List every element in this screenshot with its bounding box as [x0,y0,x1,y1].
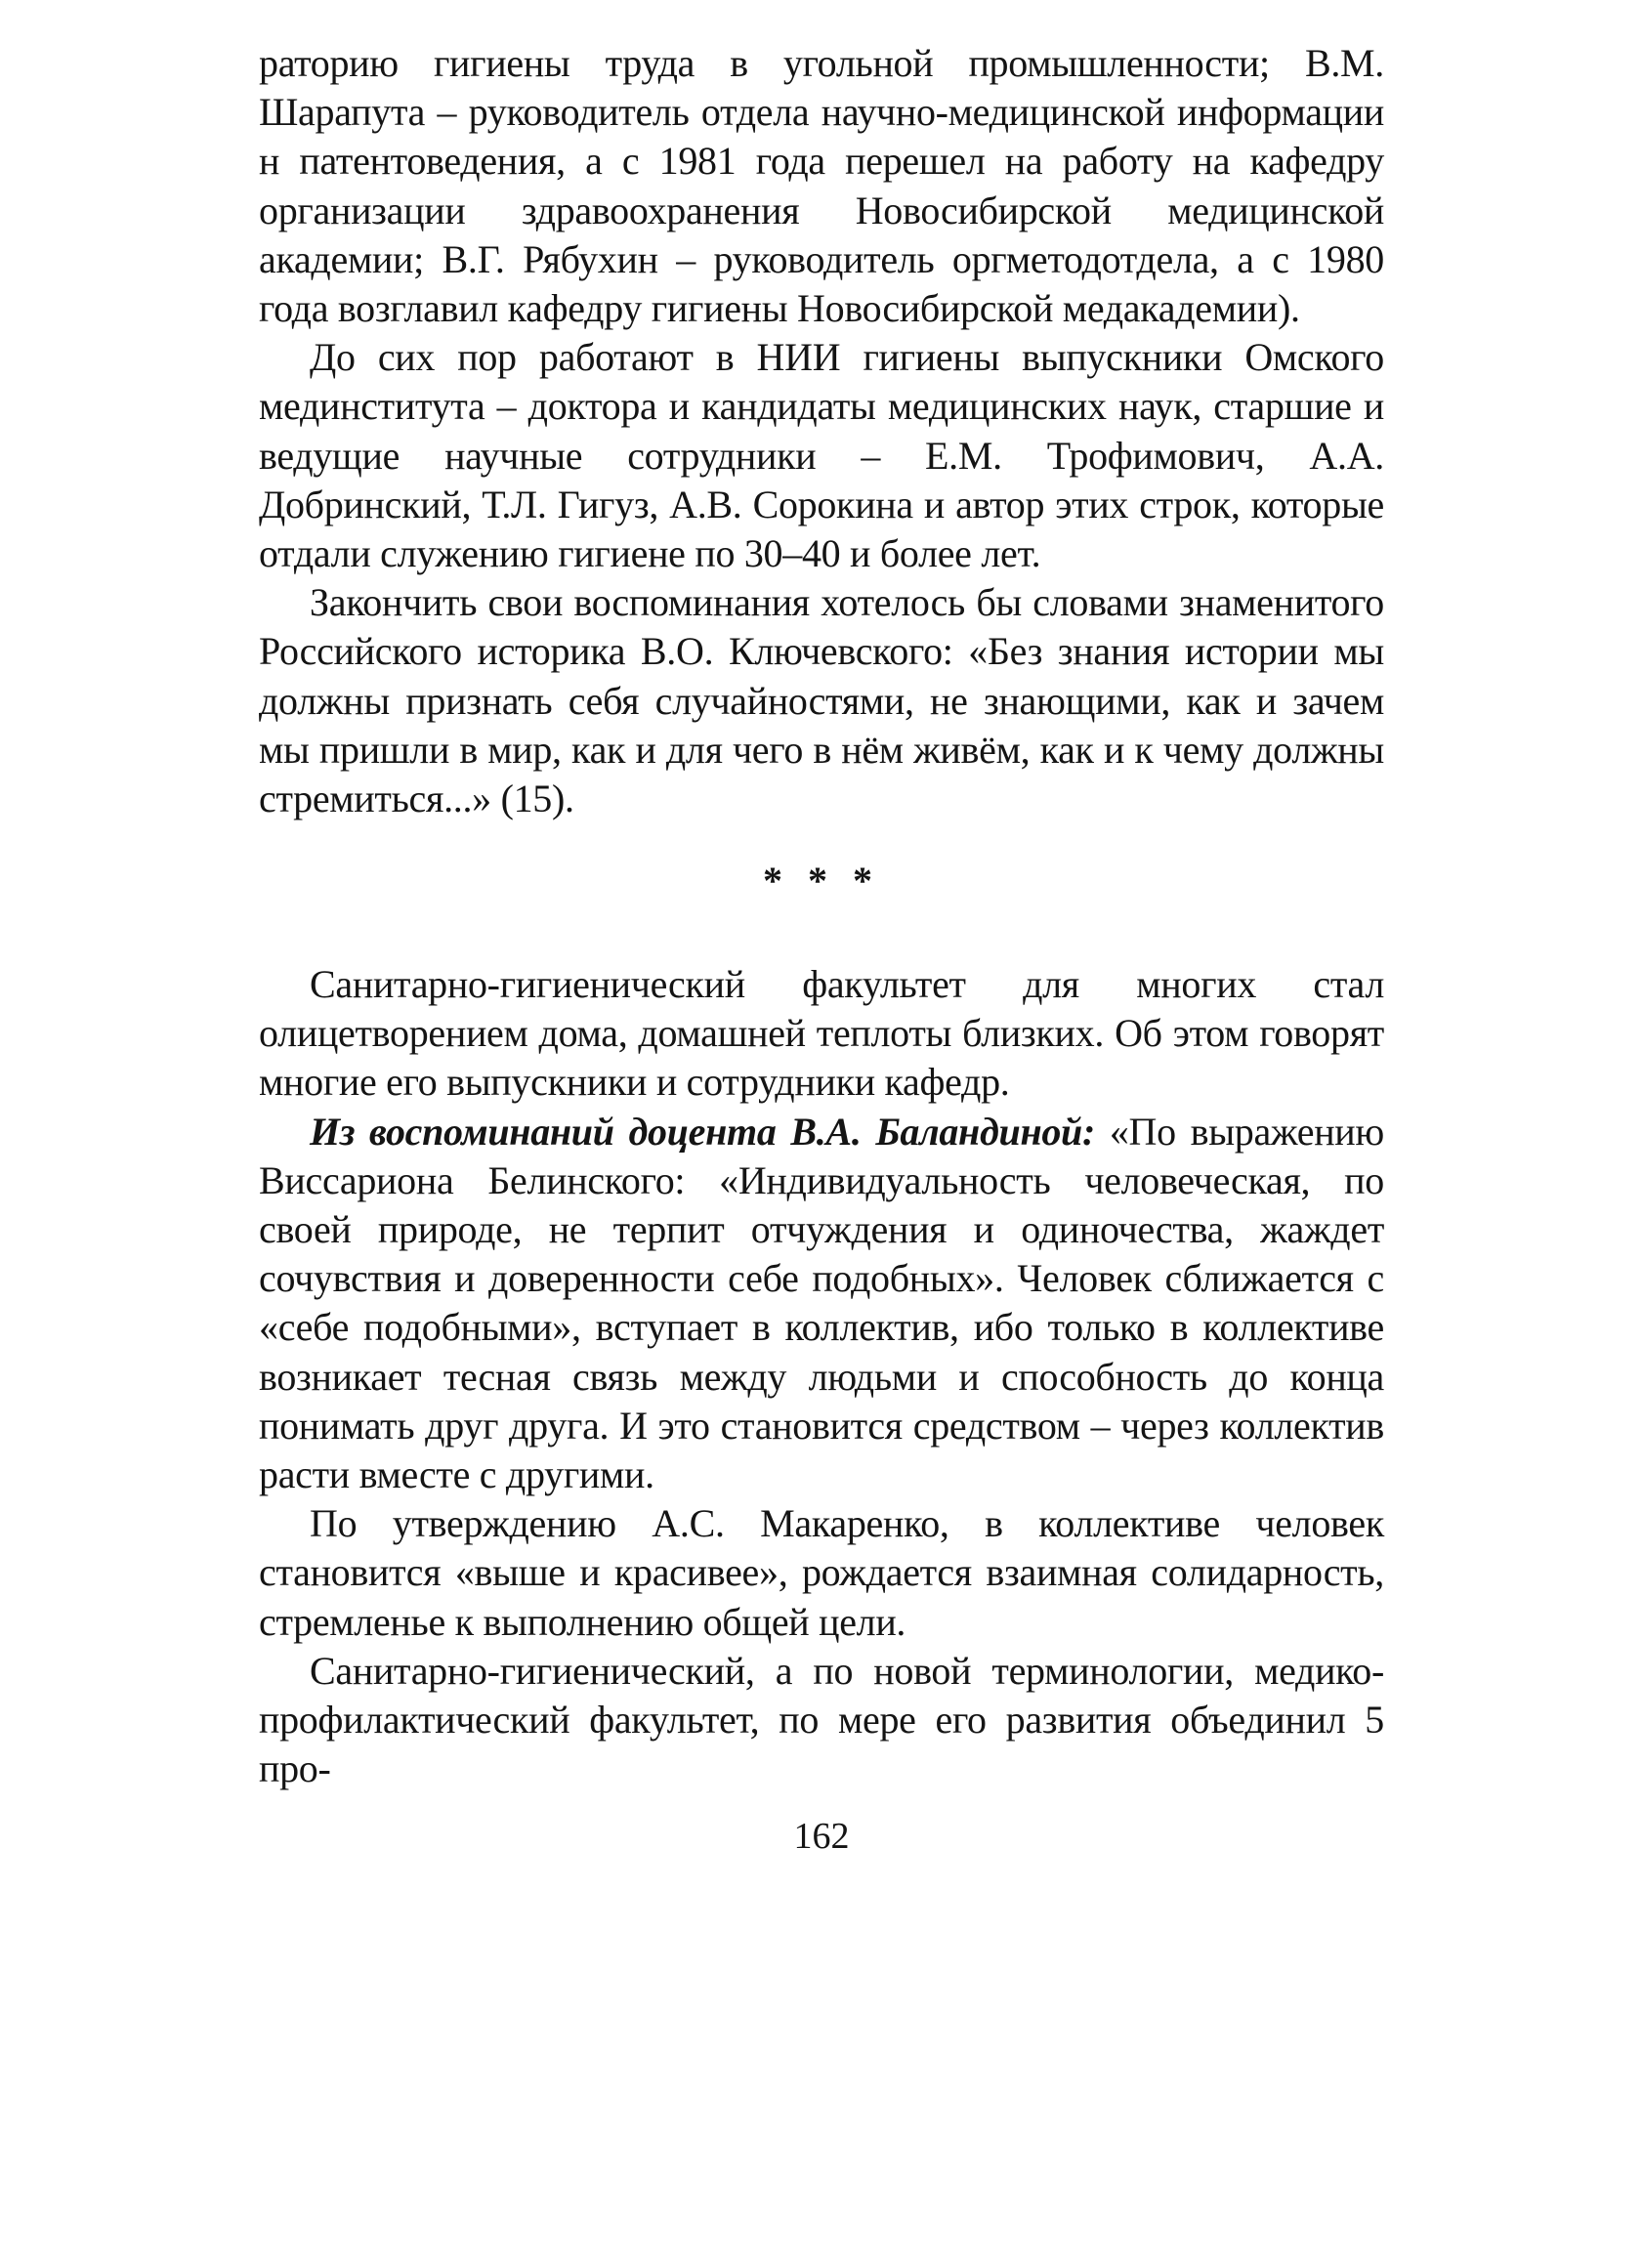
paragraph-faculty-home: Санитарно-гигиенический факультет для многих стал олицетворением дома, домашней теплоты близких. Об этом говорят многие его выпускники и сотрудники кафедр. [259,962,1384,1105]
memoir-lead-in: Из воспоминаний доцента В.А. Баландиной: [310,1109,1096,1154]
paragraph-makarenko: По утверждению А.С. Макаренко, в коллективе человек становится «выше и красивее», рождается взаимная солидарность, стремленье к выполнению общей цели. [259,1501,1384,1644]
paragraph-faculty-departments: Санитарно-гигиенический, а по новой терминологии, медико-профилактический факультет, по мере его развития объединил 5 про- [259,1648,1384,1791]
upper-text-section [259,39,1384,823]
paragraph-balandina-memoir [259,1108,1384,1500]
memoir-text: «По выражению Виссариона Белинского: «Индивидуальность человеческая, по своей природе, не терпит отчуждения и одиночества, жаждет сочувствия и доверенности себе подобных». Человек сближается с «себе подобными», вступает в коллектив, ибо только в коллективе возникает тесная связь между людьми и способность до конца понимать друг друга. И это становится средством – через коллектив расти вместе с другими. [259,1109,1384,1497]
lower-text-section [259,960,1384,1793]
page-number: 162 [793,1816,850,1857]
paragraph-kluchevsky-quote: Закончить свои воспоминания хотелось бы словами знаменитого Российского историка В.О. Ключевского: «Без знания истории мы должны признать себя случайностями, не знающими, как и зачем мы пришли в мир, как и для чего в нём живём, как и к чему должны стремиться...» (15). [259,580,1384,821]
section-separator: * * * [763,859,880,903]
paragraph-continuation: раторию гигиены труда в угольной промышленности; В.М. Шарапута – руководитель отдела научно-медицинской информации н патентоведения, а с 1981 года перешел на работу на кафедру организации здравоохранения Новосибирской медицинской академии; В.Г. Рябухин – руководитель оргметодотдела, а с 1980 года возглавил кафедру гигиены Новосибирской медакадемии). [259,41,1384,331]
paragraph-graduates: До сих пор работают в НИИ гигиены выпускники Омского мединститута – доктора и кандидаты медицинских наук, старшие и ведущие научные сотрудники – Е.М. Трофимович, А.А. Добринский, Т.Л. Гигуз, А.В. Сорокина и автор этих строк, которые отдали служению гигиене по 30–40 и более лет. [259,335,1384,576]
